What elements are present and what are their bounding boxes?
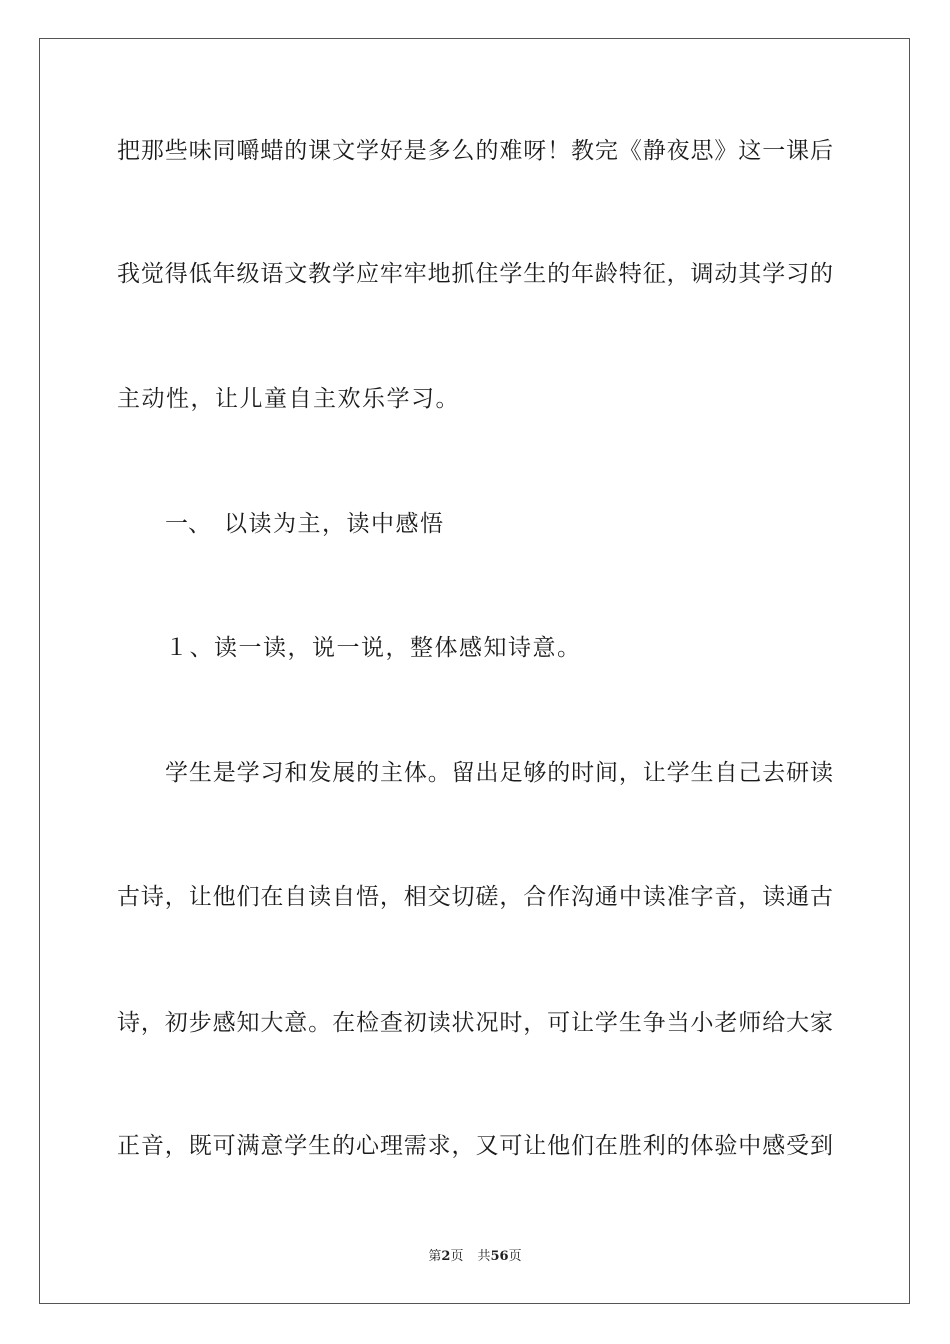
paragraph-line-4: 正音，既可满意学生的心理需求，又可让他们在胜利的体验中感受到 bbox=[117, 1133, 833, 1159]
footer-page-prefix: 第 bbox=[428, 1249, 442, 1264]
paragraph-line-1: 学生是学习和发展的主体。留出足够的时间，让学生自己去研读 bbox=[165, 760, 833, 786]
footer-total-suffix: 页 bbox=[508, 1249, 522, 1264]
footer-page-number: 2 bbox=[441, 1249, 451, 1264]
footer-total-pages: 56 bbox=[490, 1249, 509, 1264]
footer-page-suffix: 页 bbox=[450, 1249, 464, 1264]
paragraph-line-2: 古诗，让他们在自读自悟，相交切磋，合作沟通中读准字音，读通古 bbox=[117, 884, 833, 910]
body-text-line-2: 我觉得低年级语文教学应牢牢地抓住学生的年龄特征，调动其学习的 bbox=[117, 261, 833, 287]
paragraph-line-3: 诗，初步感知大意。在检查初读状况时，可让学生争当小老师给大家 bbox=[117, 1010, 833, 1036]
section-heading-number: 一、 bbox=[165, 511, 211, 537]
footer-total-prefix: 共 bbox=[477, 1249, 491, 1264]
subheading: １、读一读，说一说，整体感知诗意。 bbox=[165, 635, 582, 661]
body-text-line-1: 把那些味同嚼蜡的课文学好是多么的难呀！教完《静夜思》这一课后 bbox=[117, 138, 833, 164]
page-footer bbox=[0, 1248, 950, 1266]
body-text-line-3: 主动性，让儿童自主欢乐学习。 bbox=[117, 386, 460, 412]
section-heading-title: 以读为主，读中感悟 bbox=[224, 511, 445, 537]
page-frame bbox=[39, 38, 910, 1304]
